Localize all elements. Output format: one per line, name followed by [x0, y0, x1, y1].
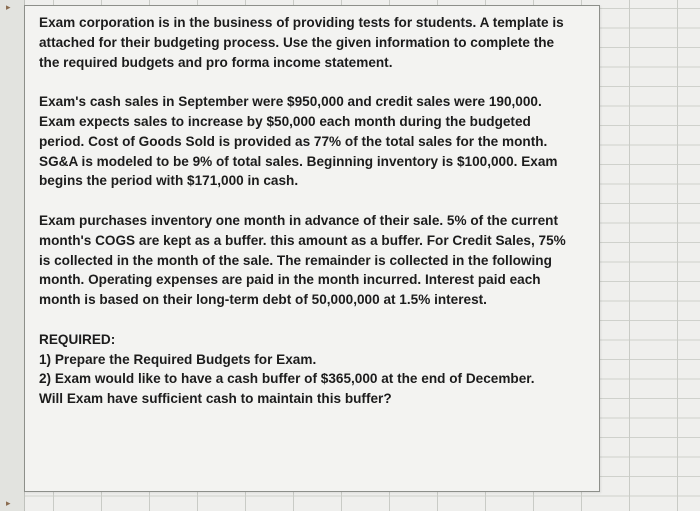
- required-heading: REQUIRED:: [39, 331, 116, 347]
- required-item-2: 2) Exam would like to have a cash buffer of $365,000 at the end of December. Will Exam have sufficient cash to maintain this buffer?: [39, 371, 535, 407]
- triangle-marker-icon: ▸: [6, 2, 11, 12]
- sales-paragraph: Exam's cash sales in September were $950,000 and credit sales were 190,000. Exam expects sales to increase by $50,000 each month during the budgeted period. Cost of Goods Sold is provided as 77% of the total sales for the month. SG&A is modeled to be 9% of total sales. Beginning inventory is $100,000. Exam begins the period with $171,000 in cash.: [39, 94, 558, 189]
- problem-text-box[interactable]: [24, 5, 600, 492]
- intro-paragraph: Exam corporation is in the business of providing tests for students. A template is attached for their budgeting process. Use the given information to complete the the required budgets and pro forma income statement.: [39, 15, 564, 70]
- required-item-1: 1) Prepare the Required Budgets for Exam.: [39, 351, 317, 367]
- purchases-paragraph: Exam purchases inventory one month in advance of their sale. 5% of the current month's COGS are kept as a buffer. this amount as a buffer. For Credit Sales, 75% is collected in the month of the sale. The remainder is collected in the following month. Operating expenses are paid in the month incurred. Interest paid each month is based on their long-term debt of 50,000,000 at 1.5% interest.: [39, 212, 566, 308]
- row-header-strip: [0, 0, 25, 511]
- problem-text: [39, 13, 595, 409]
- triangle-marker-icon: ▸: [6, 498, 11, 508]
